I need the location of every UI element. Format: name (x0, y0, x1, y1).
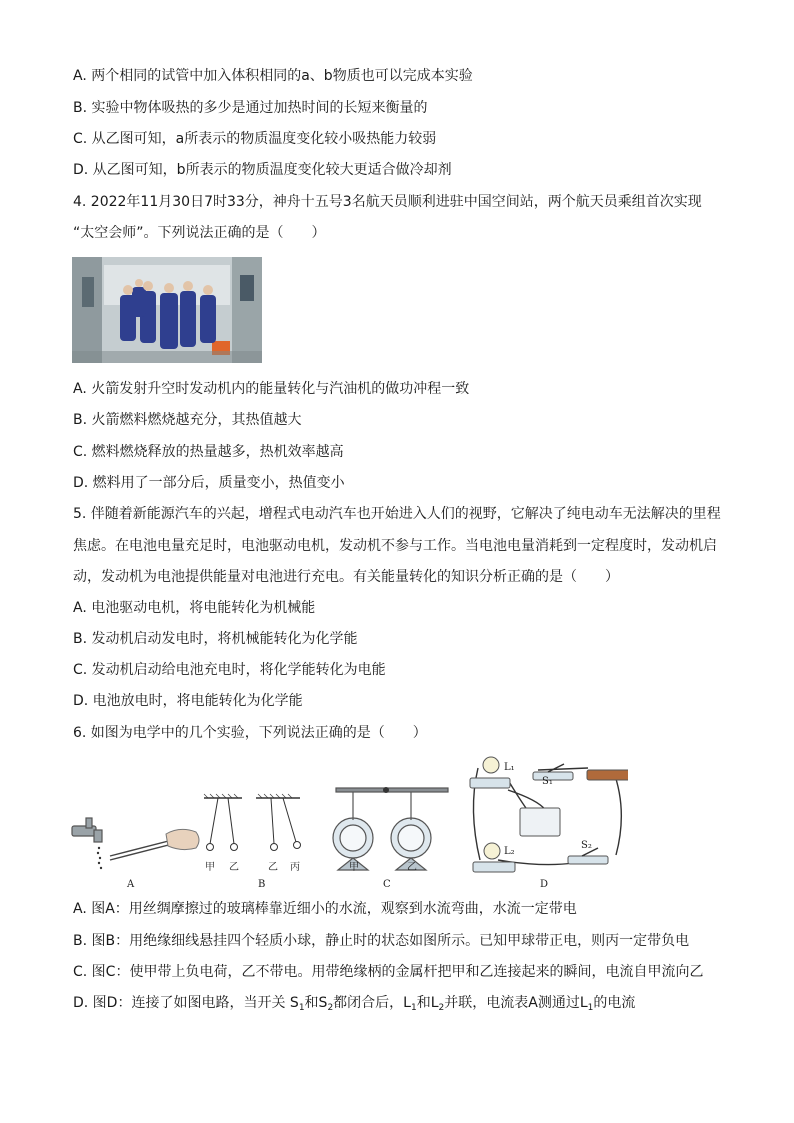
fig-label-a: A (127, 879, 135, 890)
q3-option-d: D. 从乙图可知，b所表示的物质温度变化较大更适合做冷却剂 (73, 162, 452, 178)
circuit-label-l1: L₁ (504, 762, 515, 773)
q4-option-a: A. 火箭发射升空时发动机内的能量转化与汽油机的做功冲程一致 (73, 381, 470, 397)
q4-option-c: C. 燃料燃烧释放的热量越多，热机效率越高 (73, 444, 344, 460)
q6-option-c: C. 图C：使甲带上负电荷，乙不带电。用带绝缘柄的金属杆把甲和乙连接起来的瞬间，电流自甲流向乙 (73, 964, 704, 980)
circuit-label-s1: S₁ (542, 776, 553, 787)
electroscope-label-yi: 乙 (407, 862, 417, 873)
q3-option-b: B. 实验中物体吸热的多少是通过加热时间的长短来衡量的 (73, 100, 428, 116)
circuit-label-l2: L₂ (504, 846, 515, 857)
circuit-label-s2: S₂ (581, 840, 592, 851)
q5-option-a: A. 电池驱动电机，将电能转化为机械能 (73, 600, 316, 616)
fig-label-d: D (540, 879, 549, 890)
fig-label-b: B (258, 879, 266, 890)
ball-label-yi-2: 乙 (268, 862, 278, 873)
ball-label-yi: 乙 (229, 862, 239, 873)
q6-stem: 6. 如图为电学中的几个实验，下列说法正确的是（ ） (73, 725, 427, 741)
q6-figure (68, 750, 628, 895)
q5-option-d: D. 电池放电时，将电能转化为化学能 (73, 693, 303, 709)
space-station-photo (72, 257, 262, 363)
q3-option-a: A. 两个相同的试管中加入体积相同的a、b物质也可以完成本实验 (73, 68, 473, 84)
faucet-figure (72, 818, 102, 842)
electroscope-label-jia: 甲 (349, 862, 359, 873)
q5-option-c: C. 发动机启动给电池充电时，将化学能转化为电能 (73, 662, 386, 678)
q4-option-d: D. 燃料用了一部分后，质量变小，热值变小 (73, 475, 345, 491)
q6-option-b: B. 图B：用绝缘细线悬挂四个轻质小球，静止时的状态如图所示。已知甲球带正电，则丙一定带负电 (73, 933, 690, 949)
q4-stem-line2: “太空会师”。下列说法正确的是（ ） (73, 225, 326, 241)
q5-stem-line3: 动，发动机为电池提供能量对电池进行充电。有关能量转化的知识分析正确的是（ ） (73, 569, 619, 585)
q5-stem-line1: 5. 伴随着新能源汽车的兴起，增程式电动汽车也开始进入人们的视野，它解决了纯电动车无法解决的里程 (73, 506, 721, 522)
ball-label-bing: 丙 (290, 862, 300, 873)
q5-option-b: B. 发动机启动发电时，将机械能转化为化学能 (73, 631, 358, 647)
q3-option-c: C. 从乙图可知，a所表示的物质温度变化较小吸热能力较弱 (73, 131, 437, 147)
q4-option-b: B. 火箭燃料燃烧越充分，其热值越大 (73, 412, 302, 428)
q5-stem-line2: 焦虑。在电池电量充足时，电池驱动电机，发动机不参与工作。当电池电量消耗到一定程度时，发动机启 (73, 538, 717, 554)
q6-option-d: D. 图D：连接了如图电路，当开关 $S_1$和$S_2$都闭合后，$L_1$和$L_2$并联，电流表A测通过$L_1$的电流 (73, 995, 636, 1013)
q6-option-a: A. 图A：用丝绸摩擦过的玻璃棒靠近细小的水流，观察到水流弯曲，水流一定带电 (73, 901, 577, 917)
q4-stem-line1: 4. 2022年11月30日7时33分，神舟十五号3名航天员顺利进驻中国空间站，两个航天员乘组首次实现 (73, 194, 702, 210)
fig-label-c: C (383, 879, 391, 890)
ball-label-jia: 甲 (205, 862, 215, 873)
